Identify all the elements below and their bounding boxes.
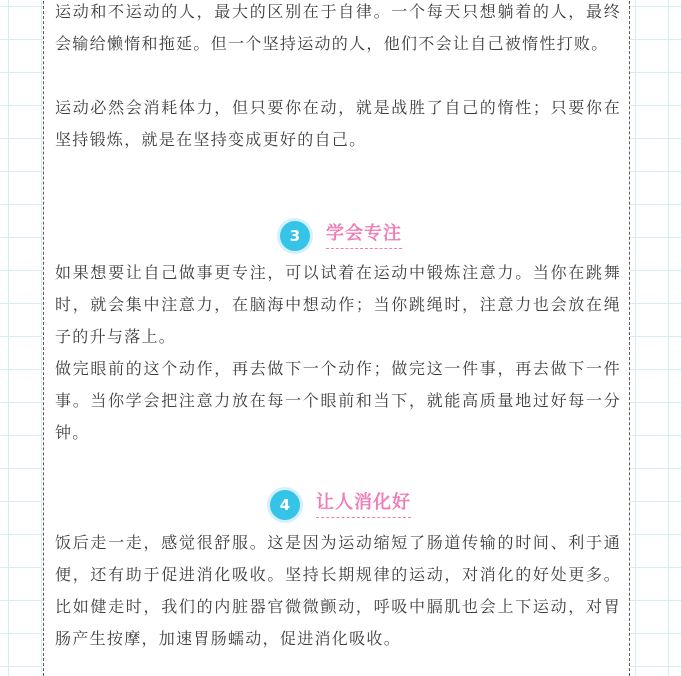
section-4-paragraph-1: 饭后走一走，感觉很舒服。这是因为运动缩短了肠道传输的时间、利于通便，还有助于促进消化吸收。坚持长期规律的运动，对消化的好处更多。比如健走时，我们的内脏器官微微颤动，呼吸中膈肌也会上下运动，对胃肠产生按摩，加速胃肠蠕动，促进消化吸收。 <box>55 533 621 648</box>
section-3-title: 学会专注 <box>326 223 402 249</box>
section-3-paragraph-1: 如果想要让自己做事更专注，可以试着在运动中锻炼注意力。当你在跳舞时，就会集中注意力，在脑海中想动作；当你跳绳时，注意力也会放在绳子的升与落上。 <box>55 263 621 346</box>
intro-paragraph-2: 运动必然会消耗体力，但只要你在动，就是战胜了自己的惰性；只要你在坚持锻炼，就是在坚持变成更好的自己。 <box>55 98 621 149</box>
section-4-heading <box>270 488 411 522</box>
article-card <box>43 0 630 676</box>
section-3-paragraph-2: 做完眼前的这个动作，再去做下一个动作；做完这一件事，再去做下一件事。当你学会把注意力放在每一个眼前和当下，就能高质量地过好每一分钟。 <box>55 359 621 442</box>
section-3-heading <box>280 219 402 253</box>
intro-paragraph-1: 运动和不运动的人，最大的区别在于自律。一个每天只想躺着的人，最终会输给懒惰和拖延。但一个坚持运动的人，他们不会让自己被惰性打败。 <box>55 2 621 53</box>
section-3-number-badge: 3 <box>280 221 310 251</box>
section-4-number-badge: 4 <box>270 490 300 520</box>
section-4-title: 让人消化好 <box>316 492 411 518</box>
